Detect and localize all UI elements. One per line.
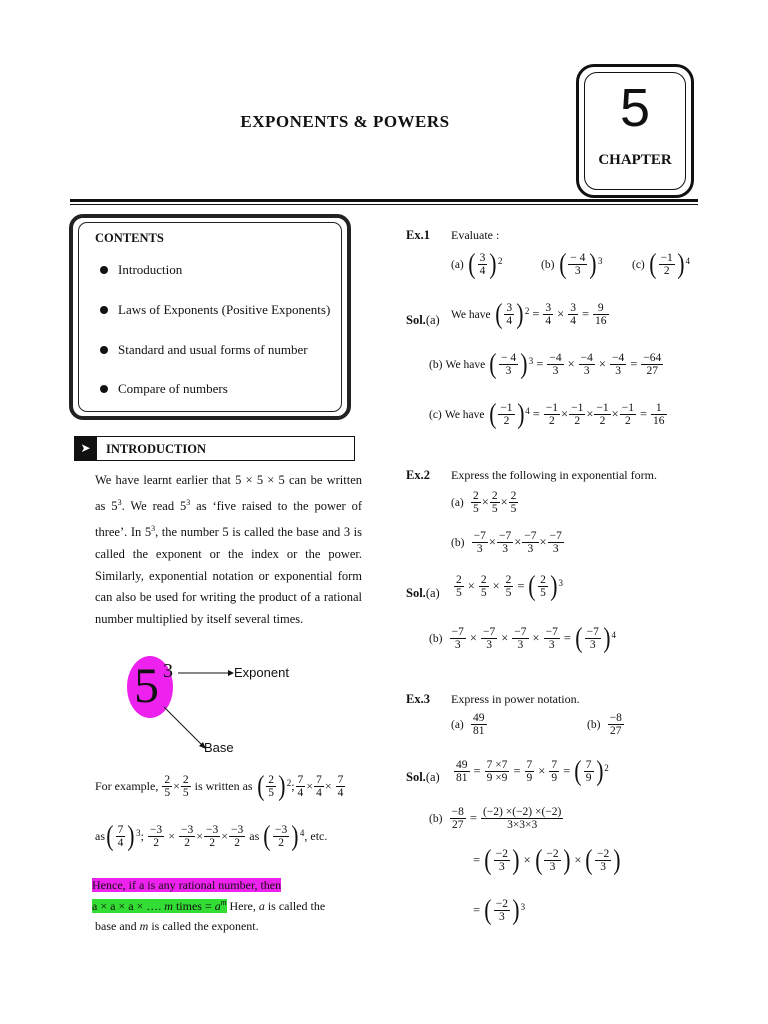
ex1-b: (b) ( − 4 3 ) 3 bbox=[541, 248, 603, 280]
ex1-sol-label: Sol.(a) bbox=[406, 313, 440, 327]
ex3-sol-b: (b) $\frac{-8}{27}$ = $\frac{(-2) \times(-2) \times(-2)}{3\times 3\times 3}$ bbox=[429, 806, 562, 832]
contents-item: Introduction bbox=[100, 262, 182, 278]
contents-item: Laws of Exponents (Positive Exponents) bbox=[100, 302, 330, 318]
ex3-label: Ex.3 bbox=[406, 692, 430, 706]
contents-item: Standard and usual forms of number bbox=[100, 342, 308, 358]
highlight-line-2: a × a × a × …. m times = $a^m$ Here, a is called the bbox=[92, 898, 326, 913]
ex3-sol-b-step2: = ( −2 3 ) × ( −2 3 ) × ( −2 3 ) bbox=[473, 844, 621, 876]
ex3-prompt: Express in power notation. bbox=[451, 692, 580, 706]
base-label: Base bbox=[204, 740, 234, 755]
ex1-prompt: Evaluate : bbox=[451, 228, 500, 242]
ex2-b: (b) −7 3 × −7 3 × −7 3 × −7 3 bbox=[451, 530, 562, 556]
intro-paragraph: We have learnt earlier that 5 × 5 × 5 can be written as $5^3$. We read $5^3$ as ‘five raised to the power of three’. In $5^3$, the number 5 is called the base and 3 is called the exponent or the index or the power. Similarly, exponential notation or exponential form can also be used for writing the product of a rational number multiplied by itself several times. bbox=[95, 473, 362, 627]
ex2-a: (a) 2 5 × 2 5 × 2 5 bbox=[451, 490, 517, 516]
ex3-a: (a) 49 81 bbox=[451, 712, 485, 738]
ex2-prompt: Express the following in exponential form. bbox=[451, 468, 657, 482]
ex2-sol-b: (b) $\frac{-7}{3}$ × $\frac{-7}{3}$ × $\frac{-7}{3}$ × $\frac{-7}{3}$ = ( −7 3 ) 4 bbox=[429, 622, 617, 654]
chapter-number: 5 bbox=[619, 78, 651, 138]
example-closing: base and m is called the exponent. bbox=[95, 919, 259, 933]
ex1-sol-b: (b) We have ( − 4 3 ) 3 = $\frac{-4}{3}$ × $\frac{-4}{3}$ × $\frac{-4}{3}$ = $\frac{-64}{27}$ bbox=[429, 348, 662, 380]
ex1-sol-c: (c) We have ( −1 2 ) 4 = $\frac{-1}{2}$ × −1 2 × −1 2 × $\frac{-1}{2}$ = $\frac{1}{16}$ bbox=[429, 398, 665, 430]
ex1-sol-a: We have ( 3 4 ) 2 = $\frac{3}{4}$ × $\frac{3}{4}$ = $\frac{9}{16}$ bbox=[451, 298, 607, 330]
chapter-title: EXPONENTS & POWERS bbox=[240, 112, 450, 131]
ex3-b: (b) −8 27 bbox=[587, 712, 622, 738]
contents-heading: CONTENTS bbox=[95, 231, 164, 245]
chapter-label: CHAPTER bbox=[598, 152, 672, 168]
ex2-sol-a: $\frac{2}{5}$ × $\frac{2}{5}$ × $\frac{2}{5}$ = ( 2 5 ) 3 bbox=[456, 570, 564, 602]
arrow-right-icon: ➤ bbox=[74, 436, 97, 461]
ex2-label: Ex.2 bbox=[406, 468, 430, 482]
ex1-c: (c) ( −1 2 ) 4 bbox=[632, 248, 690, 280]
ex3-sol-b-step3: = ( −2 3 ) 3 bbox=[473, 894, 526, 926]
figure-base-digit: 5 bbox=[134, 657, 159, 713]
highlight-line-1: Hence, if a is any rational number, then bbox=[92, 878, 282, 892]
contents-item: Compare of numbers bbox=[100, 381, 228, 397]
ex1-label: Ex.1 bbox=[406, 228, 430, 242]
ex3-sol-label: Sol.(a) bbox=[406, 770, 440, 784]
ex3-sol-a: $\frac{49}{81}$ = $\frac{7 \times 7}{9 \times 9}$ = $\frac{7}{9}$ × $\frac{7}{9}$ = ( 7 9 ) 2 bbox=[456, 755, 609, 787]
ex1-a: (a) ( 3 4 ) 2 bbox=[451, 248, 503, 280]
intro-heading: INTRODUCTION bbox=[106, 442, 207, 456]
example-line-1: For example, 2 5 × 2 5 is written as ( 2 5 ) 2 ; 7 4 × 7 4 × 7 4 bbox=[95, 770, 344, 802]
exponent-label: Exponent bbox=[234, 665, 289, 680]
ex2-sol-label: Sol.(a) bbox=[406, 586, 440, 600]
figure-exponent-digit: 3 bbox=[163, 660, 173, 682]
example-line-2: as ( 7 4 ) 3 ; −3 2 × −3 2 × −3 2 × −3 2 as ( −3 2 ) 4 , etc. bbox=[95, 820, 328, 852]
